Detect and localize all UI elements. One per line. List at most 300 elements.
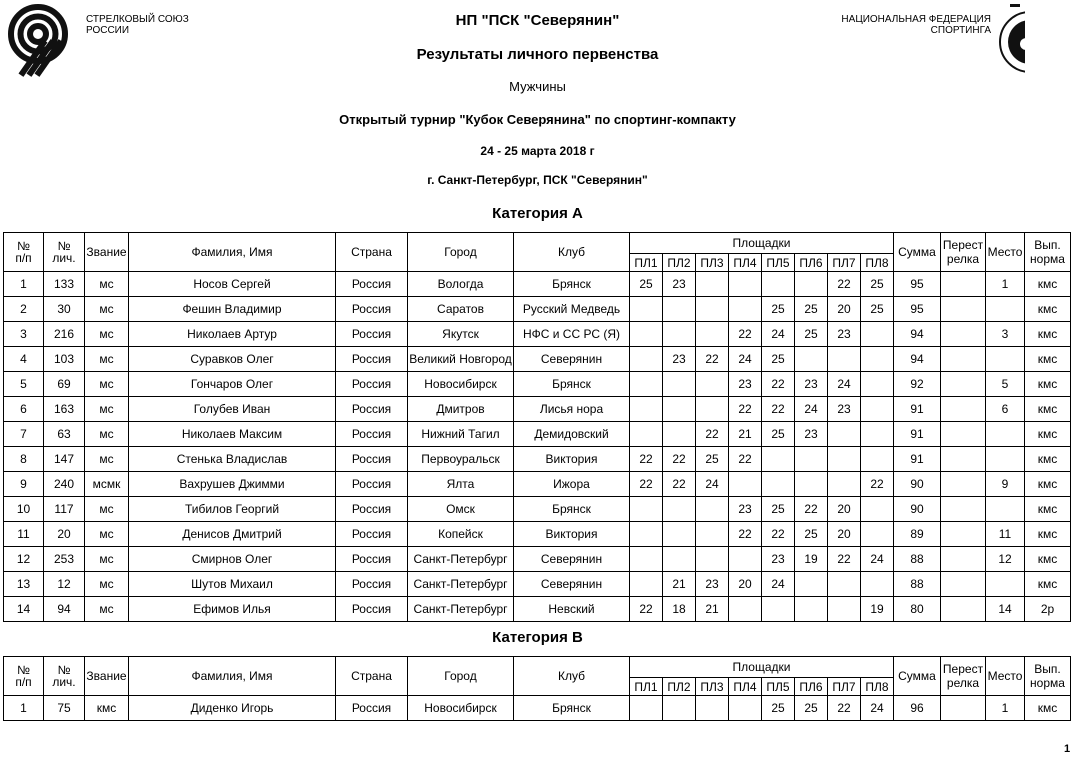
cell-country: Россия <box>336 397 408 422</box>
cell-pl4 <box>729 547 762 572</box>
cell-country: Россия <box>336 572 408 597</box>
cell-license: 94 <box>44 597 85 622</box>
cell-norm: 2р <box>1025 597 1071 622</box>
cell-pl5: 22 <box>762 522 795 547</box>
cell-pl7: 22 <box>828 696 861 721</box>
cell-sum: 91 <box>894 447 941 472</box>
header-text: Перест <box>942 238 984 252</box>
cell-place <box>986 447 1025 472</box>
cell-pl2 <box>663 372 696 397</box>
cell-pl2: 23 <box>663 347 696 372</box>
cell-city: Ялта <box>408 472 514 497</box>
cell-pl3: 25 <box>696 447 729 472</box>
cell-sum: 88 <box>894 572 941 597</box>
header-text: релка <box>946 252 980 266</box>
table-row <box>4 472 1071 497</box>
cell-sum: 90 <box>894 472 941 497</box>
cell-name: Шутов Михаил <box>129 572 336 597</box>
cell-pl8: 25 <box>861 297 894 322</box>
cell-pl5: 24 <box>762 322 795 347</box>
col-header-shootoff <box>941 657 986 696</box>
cell-norm: кмс <box>1025 397 1071 422</box>
cell-name: Денисов Дмитрий <box>129 522 336 547</box>
cell-pl4: 21 <box>729 422 762 447</box>
cell-pl2 <box>663 322 696 347</box>
cell-place: 9 <box>986 472 1025 497</box>
category-b-title: Категория В <box>492 629 583 646</box>
cell-place <box>986 497 1025 522</box>
col-header-num <box>4 233 44 272</box>
cell-city: Омск <box>408 497 514 522</box>
col-header-club: Клуб <box>514 233 630 272</box>
table-row <box>4 522 1071 547</box>
cell-pl6 <box>795 347 828 372</box>
cell-pl8: 25 <box>861 272 894 297</box>
cell-pl1 <box>630 397 663 422</box>
cell-license: 75 <box>44 696 85 721</box>
cell-pl7: 20 <box>828 497 861 522</box>
cell-norm: кмс <box>1025 472 1071 497</box>
cell-name: Гончаров Олег <box>129 372 336 397</box>
cell-pl5 <box>762 472 795 497</box>
cell-pl7 <box>828 447 861 472</box>
cell-sum: 94 <box>894 322 941 347</box>
cell-num: 7 <box>4 422 44 447</box>
cell-shootoff <box>941 397 986 422</box>
cell-license: 103 <box>44 347 85 372</box>
cell-num: 4 <box>4 347 44 372</box>
cell-place: 1 <box>986 272 1025 297</box>
cell-name: Фешин Владимир <box>129 297 336 322</box>
cell-place: 11 <box>986 522 1025 547</box>
cell-club: НФС и СС РС (Я) <box>514 322 630 347</box>
header-text: лич. <box>52 675 76 689</box>
cell-pl6: 25 <box>795 297 828 322</box>
cell-country: Россия <box>336 547 408 572</box>
cell-pl7 <box>828 572 861 597</box>
cell-pl6: 23 <box>795 372 828 397</box>
cell-country: Россия <box>336 272 408 297</box>
cell-pl4: 20 <box>729 572 762 597</box>
col-header-pl3: ПЛ3 <box>696 678 729 696</box>
cell-pl1 <box>630 347 663 372</box>
cell-shootoff <box>941 322 986 347</box>
col-header-pl7: ПЛ7 <box>828 678 861 696</box>
cell-club: Невский <box>514 597 630 622</box>
cell-pl7 <box>828 597 861 622</box>
cell-pl4 <box>729 597 762 622</box>
cell-sum: 90 <box>894 497 941 522</box>
cell-pl3 <box>696 272 729 297</box>
cell-pl6: 19 <box>795 547 828 572</box>
cell-city: Первоуральск <box>408 447 514 472</box>
table-row <box>4 696 1071 721</box>
cell-norm: кмс <box>1025 696 1071 721</box>
col-header-city: Город <box>408 657 514 696</box>
cell-pl8: 24 <box>861 547 894 572</box>
header-text: № <box>17 239 30 253</box>
cell-pl4 <box>729 696 762 721</box>
col-header-pl6: ПЛ6 <box>795 678 828 696</box>
col-header-rank: Звание <box>85 657 129 696</box>
cell-sum: 92 <box>894 372 941 397</box>
cell-club: Брянск <box>514 372 630 397</box>
cell-place: 1 <box>986 696 1025 721</box>
cell-pl8 <box>861 447 894 472</box>
cell-pl1: 22 <box>630 597 663 622</box>
cell-pl6: 25 <box>795 696 828 721</box>
cell-license: 12 <box>44 572 85 597</box>
cell-city: Копейск <box>408 522 514 547</box>
col-header-pl4: ПЛ4 <box>729 678 762 696</box>
cell-pl6 <box>795 597 828 622</box>
cell-pl1 <box>630 696 663 721</box>
cell-city: Новосибирск <box>408 696 514 721</box>
cell-pl2: 22 <box>663 472 696 497</box>
cell-place: 6 <box>986 397 1025 422</box>
header-row <box>4 233 1071 254</box>
cell-pl5 <box>762 597 795 622</box>
cell-num: 1 <box>4 696 44 721</box>
col-header-norm <box>1025 657 1071 696</box>
cell-norm: кмс <box>1025 372 1071 397</box>
cell-pl4 <box>729 272 762 297</box>
cell-num: 10 <box>4 497 44 522</box>
cell-pl6: 23 <box>795 422 828 447</box>
cell-country: Россия <box>336 322 408 347</box>
col-header-pl1: ПЛ1 <box>630 678 663 696</box>
cell-country: Россия <box>336 297 408 322</box>
org-left-line2: РОССИИ <box>86 25 130 36</box>
cell-pl5: 24 <box>762 572 795 597</box>
cell-pl7 <box>828 422 861 447</box>
col-header-num <box>4 657 44 696</box>
cell-pl7: 23 <box>828 322 861 347</box>
cell-pl3 <box>696 297 729 322</box>
cell-sum: 88 <box>894 547 941 572</box>
cell-pl2 <box>663 547 696 572</box>
table-row <box>4 297 1071 322</box>
cell-rank: мс <box>85 572 129 597</box>
cell-name: Ефимов Илья <box>129 597 336 622</box>
cell-country: Россия <box>336 696 408 721</box>
cell-num: 3 <box>4 322 44 347</box>
cell-pl8: 19 <box>861 597 894 622</box>
col-header-sum: Сумма <box>894 233 941 272</box>
cell-place <box>986 347 1025 372</box>
cell-pl4: 23 <box>729 372 762 397</box>
cell-rank: мс <box>85 447 129 472</box>
cell-pl8 <box>861 322 894 347</box>
cell-club: Лисья нора <box>514 397 630 422</box>
cell-pl5 <box>762 447 795 472</box>
header-text: № <box>57 239 71 253</box>
cell-pl2 <box>663 297 696 322</box>
cell-rank: мс <box>85 297 129 322</box>
cell-norm: кмс <box>1025 572 1071 597</box>
col-header-sum: Сумма <box>894 657 941 696</box>
cell-shootoff <box>941 497 986 522</box>
col-header-pl1: ПЛ1 <box>630 254 663 272</box>
header-text: релка <box>946 676 980 690</box>
header-text: Перест <box>942 662 984 676</box>
cell-shootoff <box>941 347 986 372</box>
cell-city: Санкт-Петербург <box>408 597 514 622</box>
cell-pl4: 22 <box>729 522 762 547</box>
col-header-pl2: ПЛ2 <box>663 254 696 272</box>
org-left-line1: СТРЕЛКОВЫЙ СОЮЗ <box>86 14 189 25</box>
cell-license: 147 <box>44 447 85 472</box>
cell-pl5: 23 <box>762 547 795 572</box>
col-header-pl8: ПЛ8 <box>861 678 894 696</box>
cell-num: 11 <box>4 522 44 547</box>
cell-name: Николаев Артур <box>129 322 336 347</box>
cell-club: Брянск <box>514 696 630 721</box>
cell-pl5: 22 <box>762 397 795 422</box>
cell-shootoff <box>941 272 986 297</box>
col-header-license <box>44 657 85 696</box>
cell-num: 14 <box>4 597 44 622</box>
cell-rank: мс <box>85 347 129 372</box>
cell-pl6 <box>795 447 828 472</box>
org-right-line2: СПОРТИНГА <box>930 25 991 36</box>
col-header-name: Фамилия, Имя <box>129 233 336 272</box>
header-text: № <box>57 663 71 677</box>
cell-shootoff <box>941 372 986 397</box>
cell-pl2 <box>663 422 696 447</box>
gender-label: Мужчины <box>509 79 566 94</box>
cell-shootoff <box>941 597 986 622</box>
cell-pl1 <box>630 297 663 322</box>
cell-club: Брянск <box>514 272 630 297</box>
category-b-table <box>3 656 1071 721</box>
cell-license: 253 <box>44 547 85 572</box>
cell-license: 163 <box>44 397 85 422</box>
cell-club: Ижора <box>514 472 630 497</box>
cell-sum: 89 <box>894 522 941 547</box>
cell-sum: 80 <box>894 597 941 622</box>
cell-sum: 91 <box>894 422 941 447</box>
cell-place: 12 <box>986 547 1025 572</box>
cell-pl8 <box>861 347 894 372</box>
col-header-pl4: ПЛ4 <box>729 254 762 272</box>
cell-shootoff <box>941 547 986 572</box>
org-right-line1: НАЦИОНАЛЬНАЯ ФЕДЕРАЦИЯ <box>841 14 991 25</box>
col-header-norm <box>1025 233 1071 272</box>
page-number: 1 <box>1064 743 1071 755</box>
cell-pl8 <box>861 397 894 422</box>
cell-name: Вахрушев Джимми <box>129 472 336 497</box>
cell-num: 9 <box>4 472 44 497</box>
cell-norm: кмс <box>1025 447 1071 472</box>
col-header-pl5: ПЛ5 <box>762 678 795 696</box>
cell-pl3 <box>696 522 729 547</box>
cell-club: Северянин <box>514 572 630 597</box>
cell-country: Россия <box>336 597 408 622</box>
cell-pl4: 24 <box>729 347 762 372</box>
cell-city: Санкт-Петербург <box>408 572 514 597</box>
cell-pl7: 22 <box>828 547 861 572</box>
cell-pl3 <box>696 397 729 422</box>
cell-city: Новосибирск <box>408 372 514 397</box>
cell-rank: мс <box>85 597 129 622</box>
cell-pl2: 23 <box>663 272 696 297</box>
cell-num: 13 <box>4 572 44 597</box>
table-row <box>4 497 1071 522</box>
cell-country: Россия <box>336 472 408 497</box>
cell-place: 3 <box>986 322 1025 347</box>
table-row <box>4 397 1071 422</box>
cell-pl4 <box>729 472 762 497</box>
cell-pl7: 24 <box>828 372 861 397</box>
cell-license: 63 <box>44 422 85 447</box>
cell-name: Смирнов Олег <box>129 547 336 572</box>
tournament-title: Открытый турнир "Кубок Северянина" по спортинг-компакту <box>339 112 736 127</box>
event-location: г. Санкт-Петербург, ПСК "Северянин" <box>427 173 648 187</box>
cell-num: 5 <box>4 372 44 397</box>
cell-pl8: 22 <box>861 472 894 497</box>
cell-pl1 <box>630 522 663 547</box>
cell-place <box>986 422 1025 447</box>
cell-rank: мс <box>85 522 129 547</box>
cell-license: 216 <box>44 322 85 347</box>
cell-pl8 <box>861 572 894 597</box>
col-header-pl3: ПЛ3 <box>696 254 729 272</box>
cell-pl3: 21 <box>696 597 729 622</box>
cell-pl2: 22 <box>663 447 696 472</box>
cell-city: Санкт-Петербург <box>408 547 514 572</box>
cell-pl6: 25 <box>795 322 828 347</box>
cell-sum: 95 <box>894 297 941 322</box>
cell-name: Диденко Игорь <box>129 696 336 721</box>
cell-num: 6 <box>4 397 44 422</box>
header-text: п/п <box>15 675 32 689</box>
table-row <box>4 347 1071 372</box>
cell-club: Виктория <box>514 447 630 472</box>
cell-country: Россия <box>336 522 408 547</box>
cell-shootoff <box>941 472 986 497</box>
cell-norm: кмс <box>1025 272 1071 297</box>
cell-pl1 <box>630 572 663 597</box>
col-header-sites: Площадки <box>630 657 894 678</box>
cell-num: 12 <box>4 547 44 572</box>
cell-pl8 <box>861 372 894 397</box>
cell-pl7: 23 <box>828 397 861 422</box>
cell-pl3: 22 <box>696 347 729 372</box>
cell-name: Носов Сергей <box>129 272 336 297</box>
cell-pl4: 22 <box>729 447 762 472</box>
header-text: лич. <box>52 251 76 265</box>
cell-norm: кмс <box>1025 322 1071 347</box>
cell-pl2 <box>663 696 696 721</box>
cell-city: Нижний Тагил <box>408 422 514 447</box>
cell-pl6 <box>795 572 828 597</box>
event-dates: 24 - 25 марта 2018 г <box>480 144 595 158</box>
cell-sum: 96 <box>894 696 941 721</box>
cell-country: Россия <box>336 447 408 472</box>
header-text: норма <box>1030 252 1065 266</box>
col-header-pl2: ПЛ2 <box>663 678 696 696</box>
cell-name: Стенька Владислав <box>129 447 336 472</box>
cell-country: Россия <box>336 372 408 397</box>
cell-place: 5 <box>986 372 1025 397</box>
cell-pl8 <box>861 522 894 547</box>
cell-shootoff <box>941 572 986 597</box>
col-header-pl5: ПЛ5 <box>762 254 795 272</box>
header-text: Вып. <box>1034 662 1061 676</box>
cell-pl1 <box>630 547 663 572</box>
cell-club: Русский Медведь <box>514 297 630 322</box>
cell-club: Северянин <box>514 347 630 372</box>
cell-norm: кмс <box>1025 497 1071 522</box>
col-header-name: Фамилия, Имя <box>129 657 336 696</box>
cell-name: Суравков Олег <box>129 347 336 372</box>
cell-shootoff <box>941 522 986 547</box>
cell-pl3 <box>696 696 729 721</box>
cell-pl5: 25 <box>762 696 795 721</box>
cell-pl4: 22 <box>729 322 762 347</box>
cell-pl5: 25 <box>762 497 795 522</box>
header-text: норма <box>1030 676 1065 690</box>
cell-pl2 <box>663 497 696 522</box>
cell-pl3 <box>696 372 729 397</box>
cell-rank: мс <box>85 422 129 447</box>
cell-num: 1 <box>4 272 44 297</box>
cell-pl3 <box>696 547 729 572</box>
cell-pl1 <box>630 322 663 347</box>
cell-pl1: 25 <box>630 272 663 297</box>
cell-club: Брянск <box>514 497 630 522</box>
cell-name: Тибилов Георгий <box>129 497 336 522</box>
cell-pl4: 22 <box>729 397 762 422</box>
cell-city: Дмитров <box>408 397 514 422</box>
cell-pl5 <box>762 272 795 297</box>
cell-pl1: 22 <box>630 472 663 497</box>
cell-pl7 <box>828 472 861 497</box>
table-row <box>4 272 1071 297</box>
table-row <box>4 322 1071 347</box>
cell-rank: мс <box>85 272 129 297</box>
col-header-place: Место <box>986 233 1025 272</box>
cell-sum: 91 <box>894 397 941 422</box>
col-header-country: Страна <box>336 233 408 272</box>
cell-pl3: 24 <box>696 472 729 497</box>
cell-pl1 <box>630 497 663 522</box>
cell-pl3: 22 <box>696 422 729 447</box>
cell-rank: мс <box>85 372 129 397</box>
col-header-pl8: ПЛ8 <box>861 254 894 272</box>
cell-name: Голубев Иван <box>129 397 336 422</box>
cell-city: Вологда <box>408 272 514 297</box>
cell-pl6: 25 <box>795 522 828 547</box>
cell-pl6: 22 <box>795 497 828 522</box>
col-header-rank: Звание <box>85 233 129 272</box>
cell-license: 240 <box>44 472 85 497</box>
cell-shootoff <box>941 696 986 721</box>
cell-name: Николаев Максим <box>129 422 336 447</box>
cell-rank: мс <box>85 322 129 347</box>
cell-club: Демидовский <box>514 422 630 447</box>
cell-license: 117 <box>44 497 85 522</box>
results-title: Результаты личного первенства <box>416 46 659 63</box>
cell-rank: мс <box>85 547 129 572</box>
cell-pl1 <box>630 422 663 447</box>
cell-country: Россия <box>336 347 408 372</box>
cell-norm: кмс <box>1025 297 1071 322</box>
cell-license: 69 <box>44 372 85 397</box>
header-text: Вып. <box>1034 238 1061 252</box>
cell-norm: кмс <box>1025 547 1071 572</box>
